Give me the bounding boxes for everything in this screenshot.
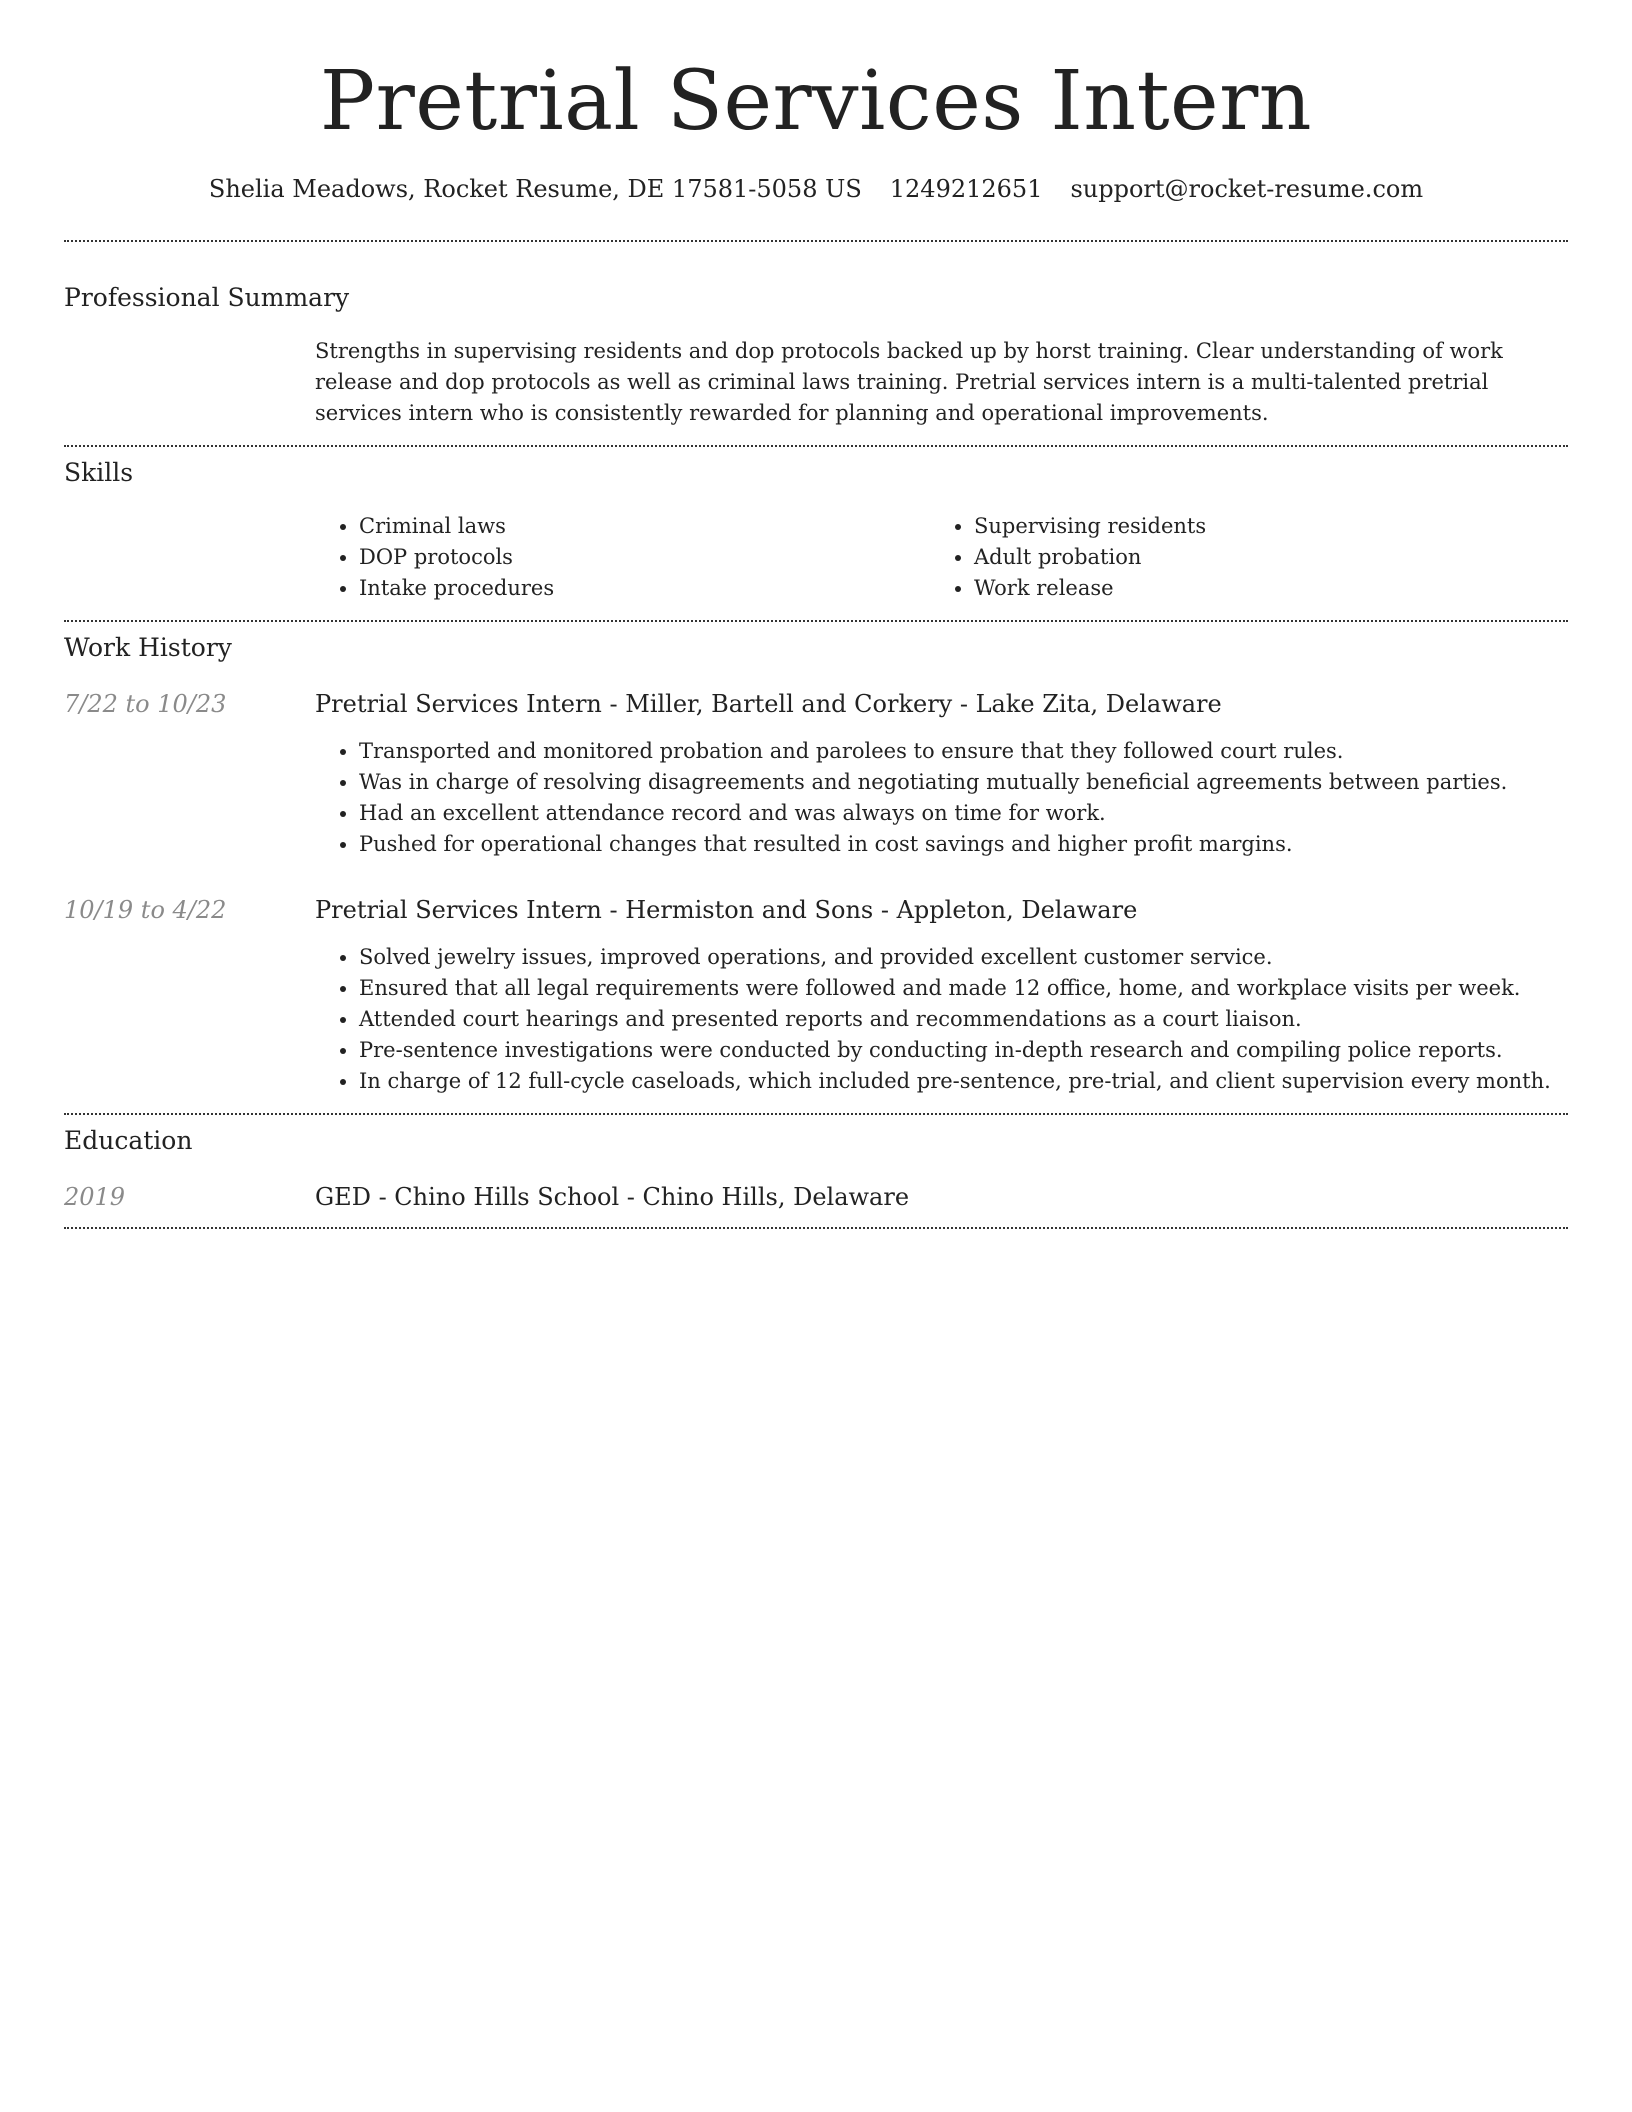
summary-section xyxy=(64,242,1568,429)
job-bullet: • Transported and monitored probation and parolees to ensure that they followed court rules. xyxy=(359,736,1568,767)
education-heading: Education xyxy=(64,1126,193,1155)
contact-line xyxy=(64,172,1568,206)
summary-text: Strengths in supervising residents and dop protocols backed up by horst training. Clear understanding of work release and dop protocols as well as criminal laws training. Pretrial services intern is a multi-talented pretrial services intern who is consistently rewarded for planning and operational improvements. xyxy=(315,339,1503,425)
education-section xyxy=(64,1115,1568,1213)
contact-phone: 1249212651 xyxy=(889,175,1043,203)
job-bullet: • In charge of 12 full-cycle caseloads, which included pre-sentence, pre-trial, and client supervision every month. xyxy=(359,1066,1568,1097)
job-title: Pretrial Services Intern - Miller, Bartell and Corkery - Lake Zita, Delaware xyxy=(315,690,1222,718)
skill-item: • Supervising residents xyxy=(974,511,1545,542)
contact-address: Shelia Meadows, Rocket Resume, DE 17581-5058 US xyxy=(208,175,862,203)
job-entry xyxy=(64,894,1568,1097)
skills-list-left xyxy=(315,511,930,604)
skill-item: • Intake procedures xyxy=(359,573,930,604)
education-date: 2019 xyxy=(64,1183,126,1211)
skill-item: • DOP protocols xyxy=(359,542,930,573)
job-bullets xyxy=(315,736,1568,860)
job-title: Pretrial Services Intern - Hermiston and Sons - Appleton, Delaware xyxy=(315,896,1138,924)
job-bullet: • Pushed for operational changes that resulted in cost savings and higher profit margins. xyxy=(359,829,1568,860)
job-bullet: • Was in charge of resolving disagreements and negotiating mutually beneficial agreements between parties. xyxy=(359,767,1568,798)
job-bullet: • Attended court hearings and presented reports and recommendations as a court liaison. xyxy=(359,1004,1568,1035)
skills-list-right xyxy=(930,511,1545,604)
job-bullets xyxy=(315,942,1568,1097)
education-entry xyxy=(64,1181,1568,1213)
job-bullet: • Ensured that all legal requirements were followed and made 12 office, home, and workplace visits per week. xyxy=(359,973,1568,1004)
job-date: 10/19 to 4/22 xyxy=(64,896,227,924)
job-bullet: • Solved jewelry issues, improved operations, and provided excellent customer service. xyxy=(359,942,1568,973)
work-section xyxy=(64,622,1568,1097)
skills-heading: Skills xyxy=(64,458,134,487)
divider xyxy=(64,1227,1568,1229)
job-bullet: • Pre-sentence investigations were conducted by conducting in-depth research and compiling police reports. xyxy=(359,1035,1568,1066)
resume-header xyxy=(64,0,1568,206)
skills-section xyxy=(64,447,1568,604)
skill-item: • Adult probation xyxy=(974,542,1545,573)
job-entry xyxy=(64,688,1568,860)
job-bullet: • Had an excellent attendance record and was always on time for work. xyxy=(359,798,1568,829)
skill-item: • Work release xyxy=(974,573,1545,604)
skill-item: • Criminal laws xyxy=(359,511,930,542)
resume-title: Pretrial Services Intern xyxy=(319,54,1313,149)
education-title: GED - Chino Hills School - Chino Hills, Delaware xyxy=(315,1183,910,1211)
contact-email[interactable]: support@rocket-resume.com xyxy=(1070,175,1424,203)
work-heading: Work History xyxy=(64,633,232,662)
job-date: 7/22 to 10/23 xyxy=(64,690,227,718)
summary-heading: Professional Summary xyxy=(64,283,350,312)
